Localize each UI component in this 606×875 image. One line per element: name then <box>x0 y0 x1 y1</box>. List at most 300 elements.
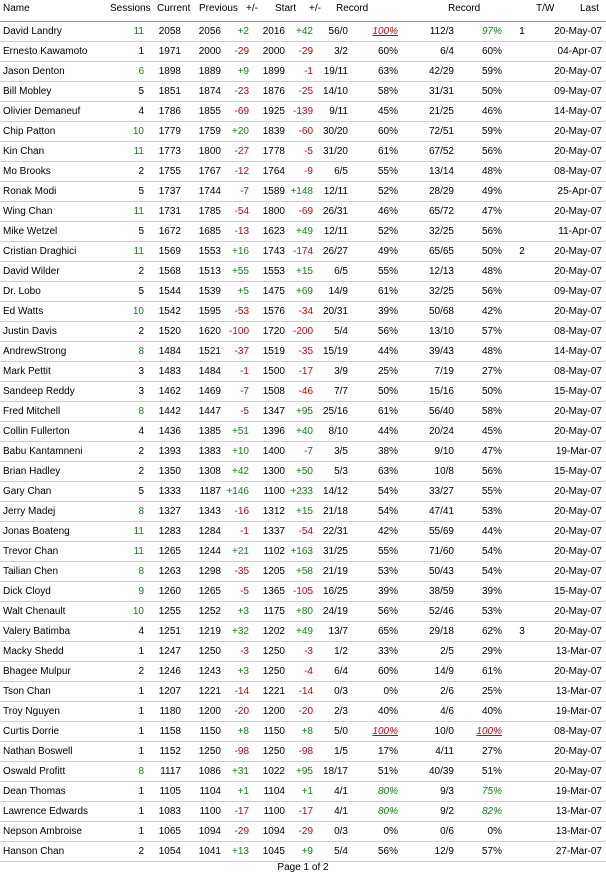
change-previous-cell: -29 <box>234 826 249 837</box>
previous-rating-cell: 1252 <box>198 606 221 617</box>
last-date-cell: 08-May-07 <box>554 726 602 737</box>
change-start-cell: -60 <box>298 126 313 137</box>
games-pct-cell: 60% <box>481 46 502 57</box>
last-date-cell: 20-May-07 <box>554 526 602 537</box>
change-previous-cell: -16 <box>234 506 249 517</box>
games-record-cell: 33/27 <box>428 486 454 497</box>
sessions-cell: 4 <box>138 626 144 637</box>
change-start-cell: +49 <box>296 626 313 637</box>
games-record-cell: 52/46 <box>428 606 454 617</box>
change-start-cell: -139 <box>292 106 313 117</box>
session-pct-cell: 55% <box>377 546 398 557</box>
change-start-cell: +80 <box>296 606 313 617</box>
change-start-cell: -4 <box>304 666 313 677</box>
last-date-cell: 20-May-07 <box>554 566 602 577</box>
sessions-cell: 5 <box>138 226 144 237</box>
current-rating-cell: 1333 <box>158 486 181 497</box>
games-record-cell: 12/9 <box>434 846 454 857</box>
sessions-cell: 1 <box>138 746 144 757</box>
games-pct-cell: 50% <box>481 386 502 397</box>
games-record-cell: 31/31 <box>428 86 454 97</box>
current-rating-cell: 1520 <box>158 326 181 337</box>
session-pct-cell: 61% <box>377 286 398 297</box>
session-record-cell: 19/11 <box>323 66 348 77</box>
current-rating-cell: 1544 <box>158 286 181 297</box>
games-record-cell: 65/65 <box>428 246 454 257</box>
previous-rating-cell: 1889 <box>198 66 221 77</box>
last-date-cell: 14-May-07 <box>554 346 602 357</box>
sessions-cell: 10 <box>132 606 144 617</box>
last-date-cell: 20-May-07 <box>554 506 602 517</box>
table-row <box>0 82 606 102</box>
start-rating-cell: 1623 <box>262 226 285 237</box>
start-rating-cell: 1876 <box>262 86 285 97</box>
start-rating-cell: 1925 <box>262 106 285 117</box>
last-date-cell: 20-May-07 <box>554 246 602 257</box>
change-start-cell: +233 <box>290 486 313 497</box>
session-record-cell: 26/27 <box>322 246 348 257</box>
current-rating-cell: 1542 <box>158 306 181 317</box>
session-record-cell: 24/19 <box>322 606 348 617</box>
sessions-cell: 8 <box>138 506 144 517</box>
games-record-cell: 50/68 <box>428 306 454 317</box>
tw-cell: 1 <box>519 26 525 37</box>
change-previous-cell: -5 <box>240 406 249 417</box>
table-row <box>0 122 606 142</box>
change-previous-cell: +42 <box>232 466 249 477</box>
player-name: Mark Pettit <box>3 366 51 377</box>
previous-rating-cell: 1219 <box>198 626 221 637</box>
sessions-cell: 11 <box>133 146 144 157</box>
change-start-cell: -29 <box>298 826 313 837</box>
current-rating-cell: 1263 <box>158 566 181 577</box>
player-name: Olivier Demaneuf <box>3 106 81 117</box>
session-record-cell: 31/20 <box>322 146 348 157</box>
player-name: Babu Kantamneni <box>3 446 83 457</box>
session-record-cell: 6/5 <box>334 266 348 277</box>
previous-rating-cell: 1104 <box>199 786 221 797</box>
last-date-cell: 20-May-07 <box>554 206 602 217</box>
games-pct-cell: 44% <box>481 526 502 537</box>
player-name: Fred Mitchell <box>3 406 61 417</box>
session-pct-cell: 52% <box>377 226 398 237</box>
sessions-cell: 1 <box>138 806 144 817</box>
change-previous-cell: -1 <box>240 366 249 377</box>
table-row <box>0 762 606 782</box>
current-rating-cell: 1898 <box>158 66 181 77</box>
start-rating-cell: 1205 <box>262 566 285 577</box>
last-date-cell: 19-Mar-07 <box>555 786 602 797</box>
change-previous-cell: -100 <box>228 326 249 337</box>
start-rating-cell: 1720 <box>262 326 285 337</box>
table-row <box>0 262 606 282</box>
last-date-cell: 19-Mar-07 <box>555 706 602 717</box>
header-record-session: Record <box>336 3 369 14</box>
session-record-cell: 4/1 <box>334 806 348 817</box>
player-name: Wing Chan <box>3 206 53 217</box>
sessions-cell: 2 <box>138 266 144 277</box>
table-row <box>0 162 606 182</box>
change-previous-cell: -5 <box>240 586 249 597</box>
last-date-cell: 20-May-07 <box>554 406 602 417</box>
table-row <box>0 322 606 342</box>
session-record-cell: 18/17 <box>322 766 348 777</box>
session-pct-cell: 100% <box>372 26 398 37</box>
games-pct-cell: 62% <box>481 626 502 637</box>
current-rating-cell: 1436 <box>158 426 181 437</box>
sessions-cell: 3 <box>138 366 144 377</box>
current-rating-cell: 1247 <box>158 646 181 657</box>
player-name: Jonas Boateng <box>3 526 70 537</box>
current-rating-cell: 1327 <box>158 506 181 517</box>
start-rating-cell: 1104 <box>263 786 285 797</box>
previous-rating-cell: 1250 <box>198 746 221 757</box>
sessions-cell: 1 <box>138 826 144 837</box>
current-rating-cell: 1779 <box>158 126 181 137</box>
previous-rating-cell: 1094 <box>198 826 221 837</box>
sessions-cell: 11 <box>133 526 144 537</box>
previous-rating-cell: 1447 <box>198 406 221 417</box>
session-pct-cell: 61% <box>377 146 398 157</box>
sessions-cell: 5 <box>138 86 144 97</box>
change-previous-cell: +3 <box>237 666 249 677</box>
player-name: Gary Chan <box>3 486 52 497</box>
last-date-cell: 20-May-07 <box>554 746 602 757</box>
games-pct-cell: 46% <box>481 106 502 117</box>
change-start-cell: -25 <box>298 86 313 97</box>
change-previous-cell: -13 <box>234 226 249 237</box>
games-record-cell: 71/60 <box>428 546 454 557</box>
player-name: Bhagee Mulpur <box>3 666 71 677</box>
games-pct-cell: 59% <box>481 126 502 137</box>
session-pct-cell: 63% <box>377 66 398 77</box>
table-row <box>0 602 606 622</box>
sessions-cell: 2 <box>138 326 144 337</box>
sessions-cell: 10 <box>132 306 144 317</box>
session-pct-cell: 56% <box>377 606 398 617</box>
previous-rating-cell: 1250 <box>198 646 221 657</box>
change-start-cell: +163 <box>290 546 313 557</box>
table-row <box>0 42 606 62</box>
sessions-cell: 8 <box>138 566 144 577</box>
last-date-cell: 15-May-07 <box>554 466 602 477</box>
change-previous-cell: -69 <box>234 106 249 117</box>
session-record-cell: 12/11 <box>323 226 348 237</box>
session-pct-cell: 39% <box>377 586 398 597</box>
games-record-cell: 9/3 <box>440 786 454 797</box>
games-record-cell: 2/5 <box>440 646 454 657</box>
session-pct-cell: 39% <box>377 306 398 317</box>
session-record-cell: 0/3 <box>334 826 348 837</box>
player-name: Jerry Madej <box>3 506 56 517</box>
sessions-cell: 3 <box>138 386 144 397</box>
current-rating-cell: 1755 <box>158 166 181 177</box>
current-rating-cell: 1350 <box>158 466 181 477</box>
player-name: Trevor Chan <box>3 546 59 557</box>
previous-rating-cell: 1298 <box>198 566 221 577</box>
last-date-cell: 20-May-07 <box>554 606 602 617</box>
change-start-cell: -29 <box>298 46 313 57</box>
session-record-cell: 14/10 <box>322 86 348 97</box>
table-row <box>0 462 606 482</box>
session-pct-cell: 65% <box>377 626 398 637</box>
change-start-cell: -14 <box>298 686 313 697</box>
current-rating-cell: 1158 <box>159 726 181 737</box>
start-rating-cell: 1150 <box>263 726 285 737</box>
games-pct-cell: 47% <box>481 446 502 457</box>
header-last: Last <box>580 3 599 14</box>
player-name: AndrewStrong <box>3 346 67 357</box>
change-start-cell: -1 <box>304 66 313 77</box>
current-rating-cell: 1260 <box>158 586 181 597</box>
table-row <box>0 382 606 402</box>
session-pct-cell: 56% <box>377 326 398 337</box>
session-record-cell: 5/0 <box>334 726 348 737</box>
previous-rating-cell: 1243 <box>198 666 221 677</box>
games-pct-cell: 39% <box>481 586 502 597</box>
change-start-cell: -98 <box>298 746 313 757</box>
games-pct-cell: 27% <box>481 366 502 377</box>
player-name: Macky Shedd <box>3 646 64 657</box>
previous-rating-cell: 1086 <box>198 766 221 777</box>
session-record-cell: 6/5 <box>334 166 348 177</box>
games-pct-cell: 42% <box>481 306 502 317</box>
change-previous-cell: +2 <box>237 26 249 37</box>
header-previous: Previous <box>199 3 238 14</box>
previous-rating-cell: 1874 <box>198 86 221 97</box>
games-record-cell: 55/69 <box>428 526 454 537</box>
sessions-cell: 5 <box>138 486 144 497</box>
start-rating-cell: 1743 <box>262 246 285 257</box>
table-row <box>0 702 606 722</box>
current-rating-cell: 1251 <box>158 626 181 637</box>
change-previous-cell: -3 <box>240 646 249 657</box>
player-name: Dean Thomas <box>3 786 66 797</box>
current-rating-cell: 1152 <box>159 746 181 757</box>
sessions-cell: 6 <box>138 66 144 77</box>
session-record-cell: 5/4 <box>334 326 348 337</box>
player-name: Mo Brooks <box>3 166 51 177</box>
games-record-cell: 6/4 <box>440 46 454 57</box>
games-pct-cell: 48% <box>481 346 502 357</box>
change-start-cell: -20 <box>298 706 313 717</box>
session-pct-cell: 42% <box>377 526 398 537</box>
table-row <box>0 682 606 702</box>
games-pct-cell: 53% <box>481 506 502 517</box>
table-row <box>0 642 606 662</box>
player-name: Kin Chan <box>3 146 45 157</box>
last-date-cell: 09-May-07 <box>554 286 602 297</box>
last-date-cell: 15-May-07 <box>554 386 602 397</box>
change-previous-cell: +9 <box>237 66 249 77</box>
previous-rating-cell: 1785 <box>198 206 221 217</box>
previous-rating-cell: 1620 <box>198 326 221 337</box>
games-record-cell: 38/59 <box>428 586 454 597</box>
change-start-cell: +15 <box>296 506 313 517</box>
change-previous-cell: +31 <box>232 766 249 777</box>
games-record-cell: 67/52 <box>428 146 454 157</box>
player-name: Ed Watts <box>3 306 44 317</box>
games-record-cell: 20/24 <box>428 426 454 437</box>
previous-rating-cell: 1855 <box>198 106 221 117</box>
session-pct-cell: 0% <box>383 826 398 837</box>
session-record-cell: 22/31 <box>322 526 348 537</box>
previous-rating-cell: 1521 <box>198 346 221 357</box>
header-name: Name <box>3 3 30 14</box>
change-previous-cell: +32 <box>232 626 249 637</box>
session-record-cell: 5/4 <box>334 846 348 857</box>
session-record-cell: 3/9 <box>334 366 348 377</box>
current-rating-cell: 1255 <box>158 606 181 617</box>
session-record-cell: 8/10 <box>328 426 348 437</box>
player-name: Oswald Profitt <box>3 766 66 777</box>
previous-rating-cell: 1759 <box>198 126 221 137</box>
change-start-cell: +58 <box>296 566 313 577</box>
session-record-cell: 0/3 <box>334 686 348 697</box>
sessions-cell: 2 <box>138 466 144 477</box>
change-previous-cell: +8 <box>237 726 249 737</box>
start-rating-cell: 1764 <box>262 166 285 177</box>
session-record-cell: 15/19 <box>322 346 348 357</box>
games-record-cell: 72/51 <box>428 126 454 137</box>
start-rating-cell: 1839 <box>262 126 285 137</box>
change-previous-cell: -37 <box>234 346 249 357</box>
change-start-cell: -5 <box>304 146 313 157</box>
previous-rating-cell: 1343 <box>198 506 221 517</box>
change-previous-cell: +51 <box>232 426 249 437</box>
session-pct-cell: 54% <box>377 486 398 497</box>
table-row <box>0 522 606 542</box>
sessions-cell: 8 <box>138 766 144 777</box>
games-pct-cell: 54% <box>481 566 502 577</box>
games-record-cell: 29/18 <box>428 626 454 637</box>
change-previous-cell: +13 <box>232 846 249 857</box>
games-record-cell: 47/41 <box>428 506 454 517</box>
table-row <box>0 842 606 862</box>
games-pct-cell: 49% <box>481 186 502 197</box>
table-row <box>0 742 606 762</box>
previous-rating-cell: 1041 <box>198 846 221 857</box>
session-record-cell: 9/11 <box>329 106 348 117</box>
change-start-cell: +9 <box>301 846 313 857</box>
change-start-cell: +95 <box>296 406 313 417</box>
games-record-cell: 13/10 <box>428 326 454 337</box>
change-start-cell: +42 <box>296 26 313 37</box>
change-start-cell: -174 <box>292 246 313 257</box>
last-date-cell: 13-Mar-07 <box>555 686 602 697</box>
last-date-cell: 20-May-07 <box>554 486 602 497</box>
session-record-cell: 3/5 <box>334 446 348 457</box>
start-rating-cell: 1365 <box>262 586 285 597</box>
table-row <box>0 182 606 202</box>
start-rating-cell: 1400 <box>262 446 285 457</box>
player-name: Chip Patton <box>3 126 56 137</box>
change-previous-cell: -27 <box>234 146 249 157</box>
games-record-cell: 9/10 <box>434 446 454 457</box>
current-rating-cell: 1731 <box>158 206 181 217</box>
change-start-cell: -3 <box>304 646 313 657</box>
sessions-cell: 10 <box>132 126 144 137</box>
table-body <box>0 22 606 862</box>
games-pct-cell: 48% <box>481 266 502 277</box>
table-row <box>0 282 606 302</box>
change-previous-cell: +10 <box>232 446 249 457</box>
player-name: Collin Fullerton <box>3 426 70 437</box>
last-date-cell: 08-May-07 <box>554 366 602 377</box>
sessions-cell: 1 <box>138 46 144 57</box>
sessions-cell: 8 <box>138 406 144 417</box>
sessions-cell: 1 <box>138 646 144 657</box>
header-record-games: Record <box>448 3 481 14</box>
player-name: Sandeep Reddy <box>3 386 75 397</box>
games-record-cell: 40/39 <box>428 766 454 777</box>
start-rating-cell: 1312 <box>262 506 285 517</box>
games-record-cell: 14/9 <box>434 666 454 677</box>
header-tw: T/W <box>536 3 555 14</box>
games-pct-cell: 56% <box>481 286 502 297</box>
last-date-cell: 25-Apr-07 <box>557 186 602 197</box>
change-start-cell: -35 <box>298 346 313 357</box>
current-rating-cell: 1773 <box>158 146 181 157</box>
games-pct-cell: 75% <box>481 786 502 797</box>
player-name: Dick Cloyd <box>3 586 51 597</box>
sessions-cell: 11 <box>133 206 144 217</box>
table-row <box>0 102 606 122</box>
start-rating-cell: 1519 <box>262 346 285 357</box>
start-rating-cell: 1589 <box>262 186 285 197</box>
player-name: Brian Hadley <box>3 466 61 477</box>
session-record-cell: 4/1 <box>334 786 348 797</box>
sessions-cell: 11 <box>133 26 144 37</box>
change-previous-cell: -17 <box>234 806 249 817</box>
games-pct-cell: 25% <box>481 686 502 697</box>
games-pct-cell: 47% <box>481 206 502 217</box>
games-record-cell: 112/3 <box>429 26 454 37</box>
session-record-cell: 1/2 <box>334 646 348 657</box>
session-record-cell: 21/19 <box>322 566 348 577</box>
previous-rating-cell: 1187 <box>199 486 221 497</box>
games-record-cell: 10/0 <box>434 726 454 737</box>
table-row <box>0 62 606 82</box>
last-date-cell: 11-Apr-07 <box>558 226 602 237</box>
session-pct-cell: 25% <box>377 366 398 377</box>
session-pct-cell: 45% <box>377 106 398 117</box>
session-record-cell: 31/25 <box>322 546 348 557</box>
sessions-cell: 4 <box>138 426 144 437</box>
previous-rating-cell: 1244 <box>198 546 221 557</box>
session-pct-cell: 44% <box>377 426 398 437</box>
current-rating-cell: 1737 <box>158 186 181 197</box>
previous-rating-cell: 1150 <box>199 726 221 737</box>
start-rating-cell: 1576 <box>262 306 285 317</box>
current-rating-cell: 1105 <box>159 786 181 797</box>
games-pct-cell: 53% <box>481 606 502 617</box>
start-rating-cell: 2000 <box>262 46 285 57</box>
session-pct-cell: 60% <box>377 126 398 137</box>
change-previous-cell: -54 <box>234 206 249 217</box>
sessions-cell: 8 <box>138 346 144 357</box>
change-previous-cell: -29 <box>234 46 249 57</box>
previous-rating-cell: 1513 <box>198 266 221 277</box>
change-previous-cell: +3 <box>237 606 249 617</box>
header-change-start: +/- <box>309 3 321 14</box>
last-date-cell: 09-May-07 <box>554 86 602 97</box>
session-pct-cell: 52% <box>377 186 398 197</box>
start-rating-cell: 1250 <box>262 746 285 757</box>
table-row <box>0 22 606 42</box>
start-rating-cell: 1500 <box>262 366 285 377</box>
change-start-cell: -34 <box>298 306 313 317</box>
